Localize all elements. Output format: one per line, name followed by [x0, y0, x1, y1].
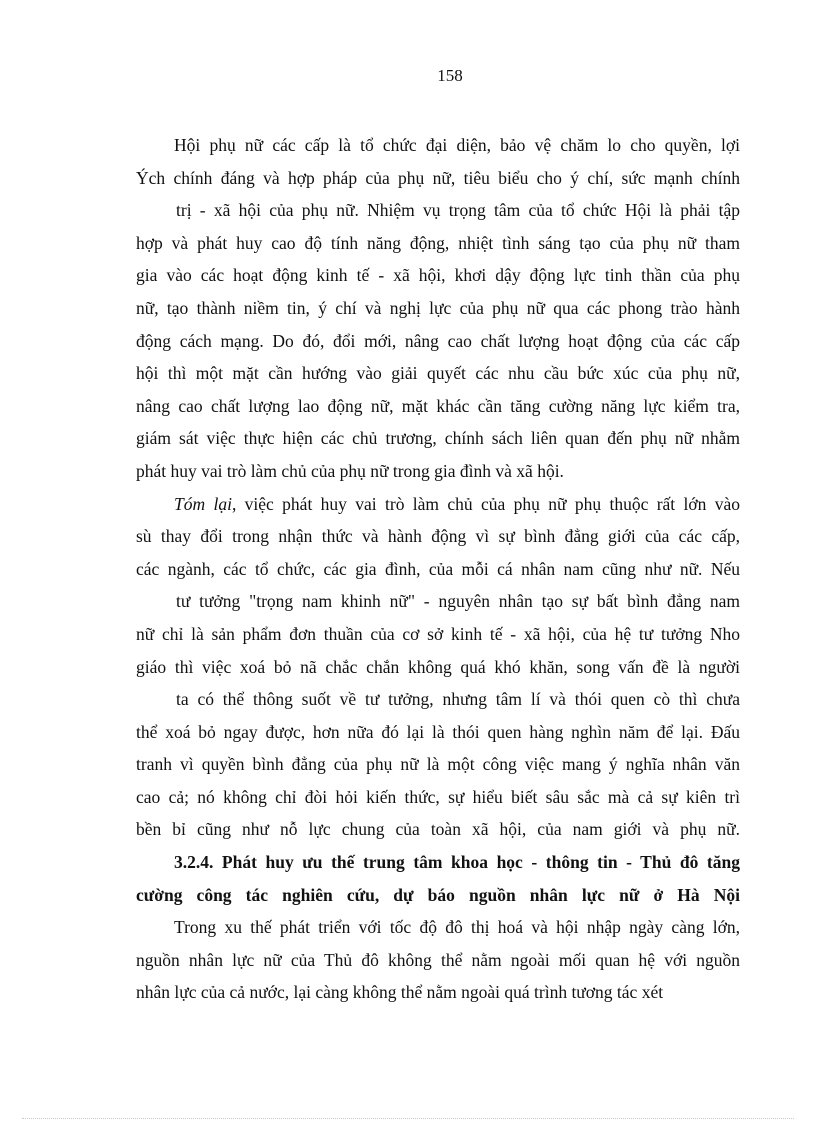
- text-line: nữ chỉ là sản phẩm đơn thuần của cơ sở kinh tế - xã hội, của hệ tư tưởng Nho: [136, 623, 740, 644]
- text-line: hội thì một mặt cần hướng vào giải quyết các nhu cầu bức xúc của phụ nữ,: [136, 363, 740, 384]
- text-line: cao cả; nó không chỉ đòi hỏi kiến thức, sự hiểu biết sâu sắc mà cả sự kiên trì: [136, 786, 740, 807]
- emphasis-lead: Tóm lại: [174, 493, 232, 514]
- section-heading: [136, 846, 740, 911]
- text-line: giáo thì việc xoá bỏ nã chắc chắn không quá khó khăn, song vấn đề là người: [136, 656, 740, 677]
- text-run: , việc phát huy vai trò làm chủ của phụ nữ phụ thuộc rất lớn vào: [231, 493, 740, 514]
- text-line: động cách mạng. Do đó, đổi mới, nâng cao chất lượng hoạt động của các cấp: [136, 330, 740, 351]
- text-line: giám sát việc thực hiện các chủ trương, chính sách liên quan đến phụ nữ nhằm: [136, 428, 740, 449]
- paragraph: [136, 129, 740, 488]
- text-line: ta có thể thông suốt về tư tưởng, nhưng tâm lí và thói quen cò thì chưa: [176, 689, 740, 710]
- text-line: nâng cao chất lượng lao động nữ, mặt khác cần tăng cường năng lực kiểm tra,: [136, 395, 740, 416]
- text-line: gia vào các hoạt động kinh tế - xã hội, khơi dậy động lực tinh thần của phụ: [136, 265, 740, 286]
- text-line: các ngành, các tổ chức, các gia đình, của mỗi cá nhân nam cũng như nữ. Nếu: [136, 558, 740, 579]
- text-line: trị - xã hội của phụ nữ. Nhiệm vụ trọng tâm của tổ chức Hội là phải tập: [176, 200, 740, 221]
- text-line: nhân lực của cả nước, lại càng không thể nằm ngoài quá trình tương tác xét: [136, 982, 664, 1003]
- text-line: phát huy vai trò làm chủ của phụ nữ trong gia đình và xã hội.: [136, 460, 564, 481]
- text-line: sù thay đổi trong nhận thức và hành động vì sự bình đẳng giới của các cấp,: [136, 526, 740, 547]
- text-line: hợp và phát huy cao độ tính năng động, nhiệt tình sáng tạo của phụ nữ tham: [136, 232, 740, 253]
- footer-divider: [22, 1118, 794, 1119]
- text-line: tranh vì quyền bình đẳng của phụ nữ là một công việc mang ý nghĩa nhân văn: [136, 754, 740, 775]
- text-line: Ých chính đáng và hợp pháp của phụ nữ, tiêu biểu cho ý chí, sức mạnh chính: [136, 167, 740, 188]
- text-line: thể xoá bỏ ngay được, hơn nữa đó lại là thói quen hàng nghìn năm để lại. Đấu: [136, 721, 740, 742]
- heading-line: 3.2.4. Phát huy ưu thế trung tâm khoa học - thông tin - Thủ đô tăng: [174, 852, 740, 873]
- text-line: nguồn nhân lực nữ của Thủ đô không thể nằm ngoài mối quan hệ với nguồn: [136, 949, 740, 970]
- paragraph: [136, 911, 740, 1009]
- paragraph: [136, 488, 740, 847]
- text-line: Hội phụ nữ các cấp là tổ chức đại diện, bảo vệ chăm lo cho quyền, lợi: [174, 135, 740, 155]
- text-line: bền bỉ cũng như nỗ lực chung của toàn xã hội, của nam giới và phụ nữ.: [136, 819, 740, 840]
- text-line: [136, 488, 740, 521]
- body-text: [136, 129, 740, 1009]
- text-line: nữ, tạo thành niềm tin, ý chí và nghị lực của phụ nữ qua các phong trào hành: [136, 297, 740, 318]
- text-line: Trong xu thế phát triển với tốc độ đô thị hoá và hội nhập ngày càng lớn,: [174, 917, 740, 938]
- text-line: tư tưởng "trọng nam khinh nữ" - nguyên nhân tạo sự bất bình đẳng nam: [176, 591, 740, 612]
- page-number: 158: [437, 66, 463, 85]
- heading-line: cường công tác nghiên cứu, dự báo nguồn nhân lực nữ ở Hà Nội: [136, 884, 740, 905]
